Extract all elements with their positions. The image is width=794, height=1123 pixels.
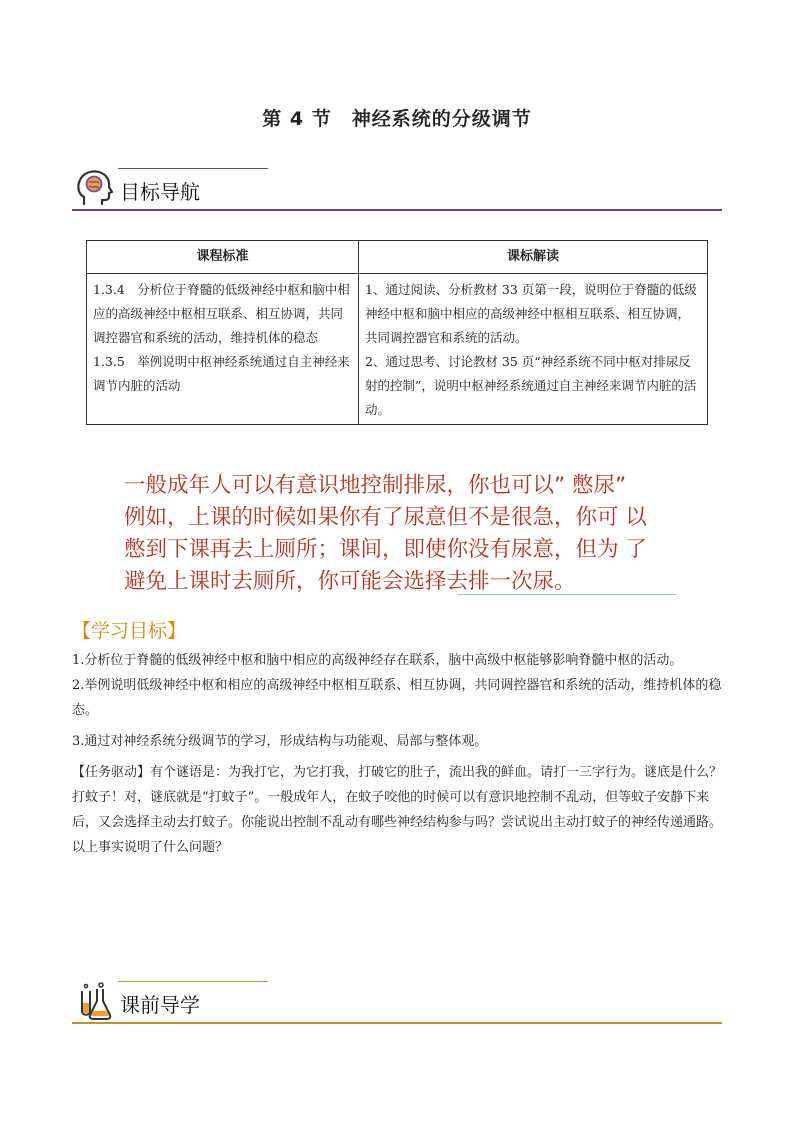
- interpretation-item: 2、通过思考、讨论教材 35 页“神经系统不同中枢对排尿反射的控制”，说明中枢神经系统通过自主神经来调节内脏的活动。: [365, 354, 697, 417]
- goal-item: 1.分析位于脊髓的低级神经中枢和脑中相应的高级神经存在联系，脑中高级中枢能够影响脊髓中枢的活动。: [72, 653, 683, 668]
- section-header-goals: [72, 168, 722, 212]
- goal-item: 3.通过对神经系统分级调节的学习，形成结构与功能观、局部与整体观。: [72, 734, 488, 749]
- task-paragraph: 【任务驱动】有个谜语是：为我打它，为它打我，打破它的肚子，流出我的鲜血。请打一三字行为。谜底是什么？打蚊子！对，谜底就是“打蚊子”。一般成年人，在蚊子咬他的时候可以有意识地控制不乱动，但等蚊子安静下来后，又会选择主动去打蚊子。你能说出控制不乱动有哪些神经结构参与吗？尝试说出主动打蚊子的神经传递通路。以上事实说明了什么问题？: [72, 765, 723, 855]
- table-header-row: [87, 241, 708, 274]
- goal-item: 2.举例说明低级神经中枢和相应的高级神经中枢相互联系、相互协调，共同调控器官和系统的活动，维持机体的稳态。: [72, 678, 722, 718]
- table-header-standard: 课程标准: [87, 241, 359, 274]
- standard-item: 1.3.4 分析位于脊髓的低级神经中枢和脑中相应的高级神经中枢相互联系、相互协调，共同调控器官和系统的活动，维持机体的稳态: [93, 282, 350, 345]
- note-line: 憋到下课再去上厕所；课间，即使你没有尿意，但为 了: [124, 537, 647, 562]
- note-underline: [458, 594, 676, 595]
- curriculum-table: [86, 240, 708, 425]
- section-title: 目标导航: [120, 180, 200, 204]
- brain-head-icon: [74, 168, 114, 208]
- table-row: [87, 274, 708, 425]
- table-cell-interpretation: [359, 274, 708, 425]
- header-divider: [72, 209, 722, 211]
- standard-item: 1.3.5 举例说明中枢神经系统通过自主神经来调节内脏的活动: [93, 354, 350, 393]
- learning-goals-heading: 【学习目标】: [72, 620, 187, 642]
- section-title: 课前导学: [120, 993, 200, 1017]
- note-line: 例如，上课的时候如果你有了尿意但不是很急，你可 以: [124, 505, 647, 530]
- flask-icon: [74, 981, 114, 1021]
- interpretation-item: 1、通过阅读、分析教材 33 页第一段，说明位于脊髓的低级神经中枢和脑中相应的高级神经中枢相互联系、相互协调，共同调控器官和系统的活动。: [365, 282, 697, 345]
- note-line: 避免上课时去厕所，你可能会选择去排一次尿。: [124, 569, 576, 594]
- learning-goals-list: [72, 648, 724, 860]
- section-header-preview: [72, 981, 722, 1025]
- highlight-note: [124, 470, 684, 598]
- header-top-line: [118, 168, 268, 169]
- table-cell-standard: [87, 274, 359, 425]
- header-top-line: [118, 981, 268, 982]
- page-title: 第 4 节 神经系统的分级调节: [262, 108, 532, 130]
- table-header-interpretation: 课标解读: [359, 241, 708, 274]
- header-divider: [72, 1022, 722, 1024]
- note-line: 一般成年人可以有意识地控制排尿，你也可以” 憋尿”: [124, 473, 627, 498]
